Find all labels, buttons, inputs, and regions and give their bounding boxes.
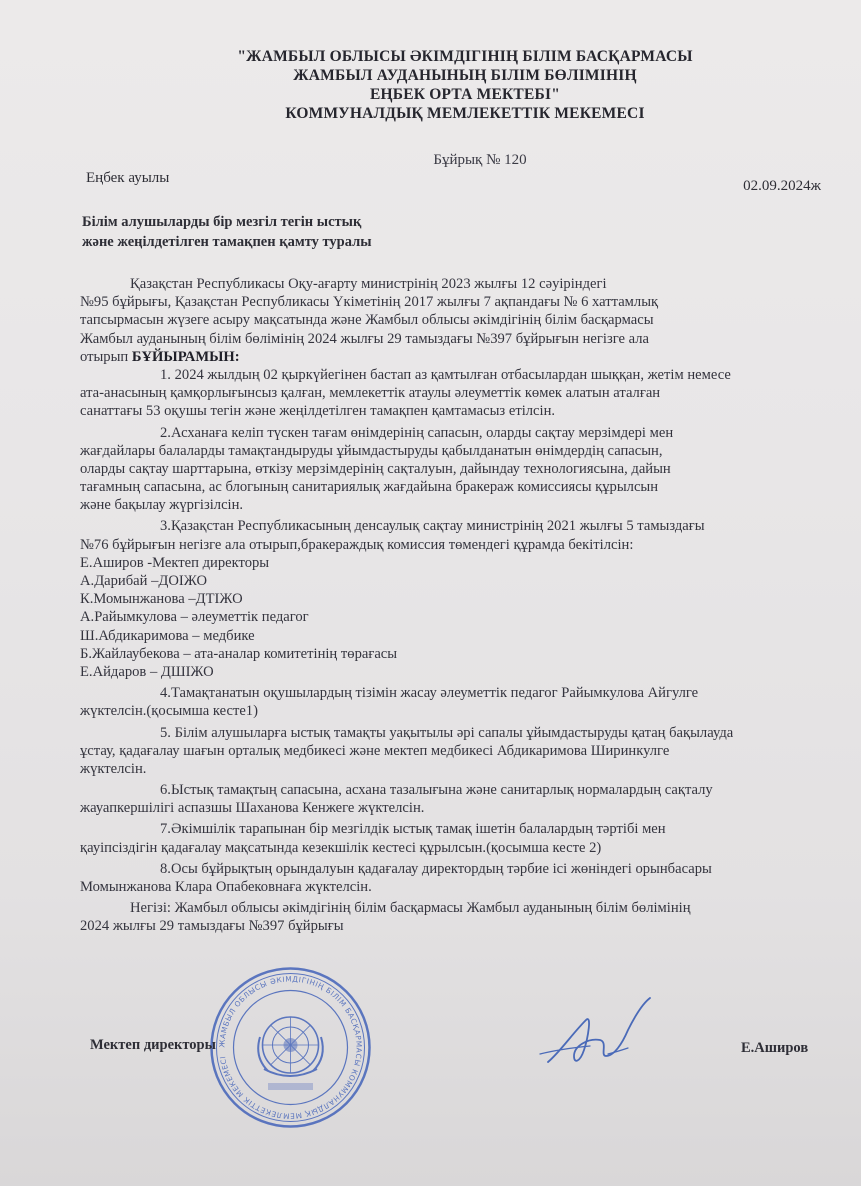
preamble-end: отырып: [80, 348, 132, 365]
basis-line: Негізі: Жамбыл облысы әкімдігінің білім басқармасы Жамбыл ауданының білім бөлімінің: [130, 900, 691, 917]
paragraph-2-line: тағамның сапасына, ас блогының санитариялық жағдайына бракераж комиссиясы құрылсын: [80, 479, 659, 496]
header-line-3: ЕҢБЕК ОРТА МЕКТЕБІ": [369, 86, 560, 103]
paragraph-2-line: 2.Асханаға келіп түскен тағам өнімдерінің сапасын, оларды сақтау мерзімдері мен: [160, 424, 674, 441]
commission-member: Б.Жайлаубекова – ата-аналар комитетінің төрағасы: [80, 645, 398, 662]
paragraph-8-line: 8.Осы бұйрықтың орындалуын қадағалау директордың тәрбие ісі жөніндегі орынбасары: [160, 860, 712, 877]
commission-member: К.Момынжанова –ДТІЖО: [80, 591, 243, 608]
order-date: 02.09.2024ж: [743, 178, 821, 194]
paragraph-2-line: оларды сақтау шарттарына, өткізу мерзімдерінің сақталуын, дайындау технологиясына, дайын: [80, 460, 671, 477]
commission-member: Е.Аширов -Мектеп директоры: [80, 554, 270, 571]
order-number: Бұйрық № 120: [433, 152, 527, 168]
header-line-2: ЖАМБЫЛ АУДАНЫНЫҢ БІЛІМ БӨЛІМІНІҢ: [293, 67, 637, 84]
basis-line: 2024 жылғы 29 тамыздағы №397 бұйрығы: [80, 918, 344, 935]
paragraph-2-line: және бақылау жүргізілсін.: [80, 497, 244, 514]
document-header: [120, 47, 810, 123]
paragraph-3-line: №76 бұйрығын негізге ала отырып,бракераждық комиссия төмендегі құрамда бекітілсін:: [80, 536, 634, 553]
paragraph-1-line: санаттағы 53 оқушы тегін және жеңілдетілген тамақпен қамтамасыз етілсін.: [80, 403, 556, 420]
preamble-line: Қазақстан Республикасы Оқу-ағарту министрінің 2023 жылғы 12 сәуіріндегі: [130, 276, 607, 292]
paragraph-5-line: 5. Білім алушыларға ыстық тамақты уақытылы әрі сапалы ұйымдастыруды қатаң бақылауда: [160, 724, 734, 741]
paragraph-6-line: 6.Ыстық тамақтың сапасына, асхана тазалығына және санитарлық нормалардың сақталу: [160, 782, 713, 799]
official-stamp: [208, 965, 373, 1130]
paragraph-5-line: жүктелсін.: [80, 760, 147, 777]
preamble-line: тапсырмасын жүзеге асыру мақсатында және Жамбыл облысы әкімдігінің білім басқармасы: [80, 312, 654, 329]
paragraph-2-line: жағдайлары балаларды тамақтандыруды ұйымдастыруды қабылданатын өнімдердің сапасын,: [80, 442, 663, 459]
order-subject: [82, 212, 372, 252]
commission-member: Е.Айдаров – ДШІЖО: [80, 663, 214, 680]
preamble-line: №95 бұйрығы, Қазақстан Республикасы Үкіметінің 2017 жылғы 7 ақпандағы № 6 хаттамлық: [80, 294, 659, 311]
paragraph-7-line: 7.Әкімшілік тарапынан бір мезгілдік ыстық тамақ ішетін балалардың тәртібі мен: [160, 821, 666, 838]
emblem-icon: [258, 1017, 323, 1076]
header-line-1: "ЖАМБЫЛ ОБЛЫСЫ ӘКІМДІГІНІҢ БІЛІМ БАСҚАРМАСЫ: [237, 48, 693, 65]
paragraph-7-line: қауіпсіздігін қадағалау мақсатында кезекшілік кестесі құрылсын.(қосымша кесте 2): [80, 839, 602, 856]
order-body: [80, 275, 805, 936]
order-word: БҰЙЫРАМЫН:: [131, 348, 240, 365]
paragraph-3-line: 3.Қазақстан Республикасының денсаулық сақтау министрінің 2021 жылғы 5 тамыздағы: [160, 518, 705, 535]
preamble-line: Жамбыл ауданының білім бөлімінің 2024 жылғы 29 тамыздағы №397 бұйрығын негізге ала: [80, 330, 649, 347]
subject-line-1: Білім алушыларды бір мезгіл тегін ыстық: [82, 214, 362, 230]
paragraph-4-line: 4.Тамақтанатын оқушылардың тізімін жасау әлеуметтік педагог Райымкулова Айгулге: [160, 685, 699, 702]
director-label: Мектеп директоры: [90, 1037, 216, 1053]
preamble-end-line: [80, 348, 805, 366]
commission-member: Ш.Абдикаримова – медбике: [80, 627, 255, 644]
order-village: Еңбек ауылы: [86, 170, 170, 186]
commission-member: А.Райымкулова – әлеуметтік педагог: [80, 609, 309, 626]
commission-member: А.Дарибай –ДОІЖО: [80, 573, 207, 589]
paragraph-6-line: жауапкершілігі аспазшы Шаханова Кенжеге жүктелсін.: [80, 800, 425, 817]
paragraph-4-line: жүктелсін.(қосымша кесте1): [80, 703, 258, 720]
header-line-4: КОММУНАЛДЫҚ МЕМЛЕКЕТТІК МЕКЕМЕСІ: [285, 105, 645, 122]
director-signature: [530, 990, 660, 1080]
stamp-ring-text: ЖАМБЫЛ ОБЛЫСЫ ӘКІМДІГІНІҢ БІЛІМ БАСҚАРМАСЫ КОММУНАЛДЫҚ МЕМЛЕКЕТТІК МЕКЕМЕСІ: [217, 974, 364, 1121]
paragraph-1-line: 1. 2024 жылдың 02 қыркүйегінен бастап аз қамтылған отбасылардан шыққан, жетім немесе: [160, 366, 731, 383]
subject-line-2: және жеңілдетілген тамақпен қамту туралы: [82, 234, 372, 250]
paragraph-8-line: Момынжанова Клара Опабековнаға жүктелсін.: [80, 879, 372, 895]
paragraph-5-line: ұстау, қадағалау шағын орталық медбикесі және мектеп медбикесі Абдикаримова Ширинкулге: [80, 742, 670, 759]
director-name: Е.Аширов: [741, 1040, 809, 1056]
paragraph-1-line: ата-анасының қамқорлығынсыз қалған, мемлекеттік атаулы әлеуметтік көмек алатын аталған: [80, 385, 661, 402]
